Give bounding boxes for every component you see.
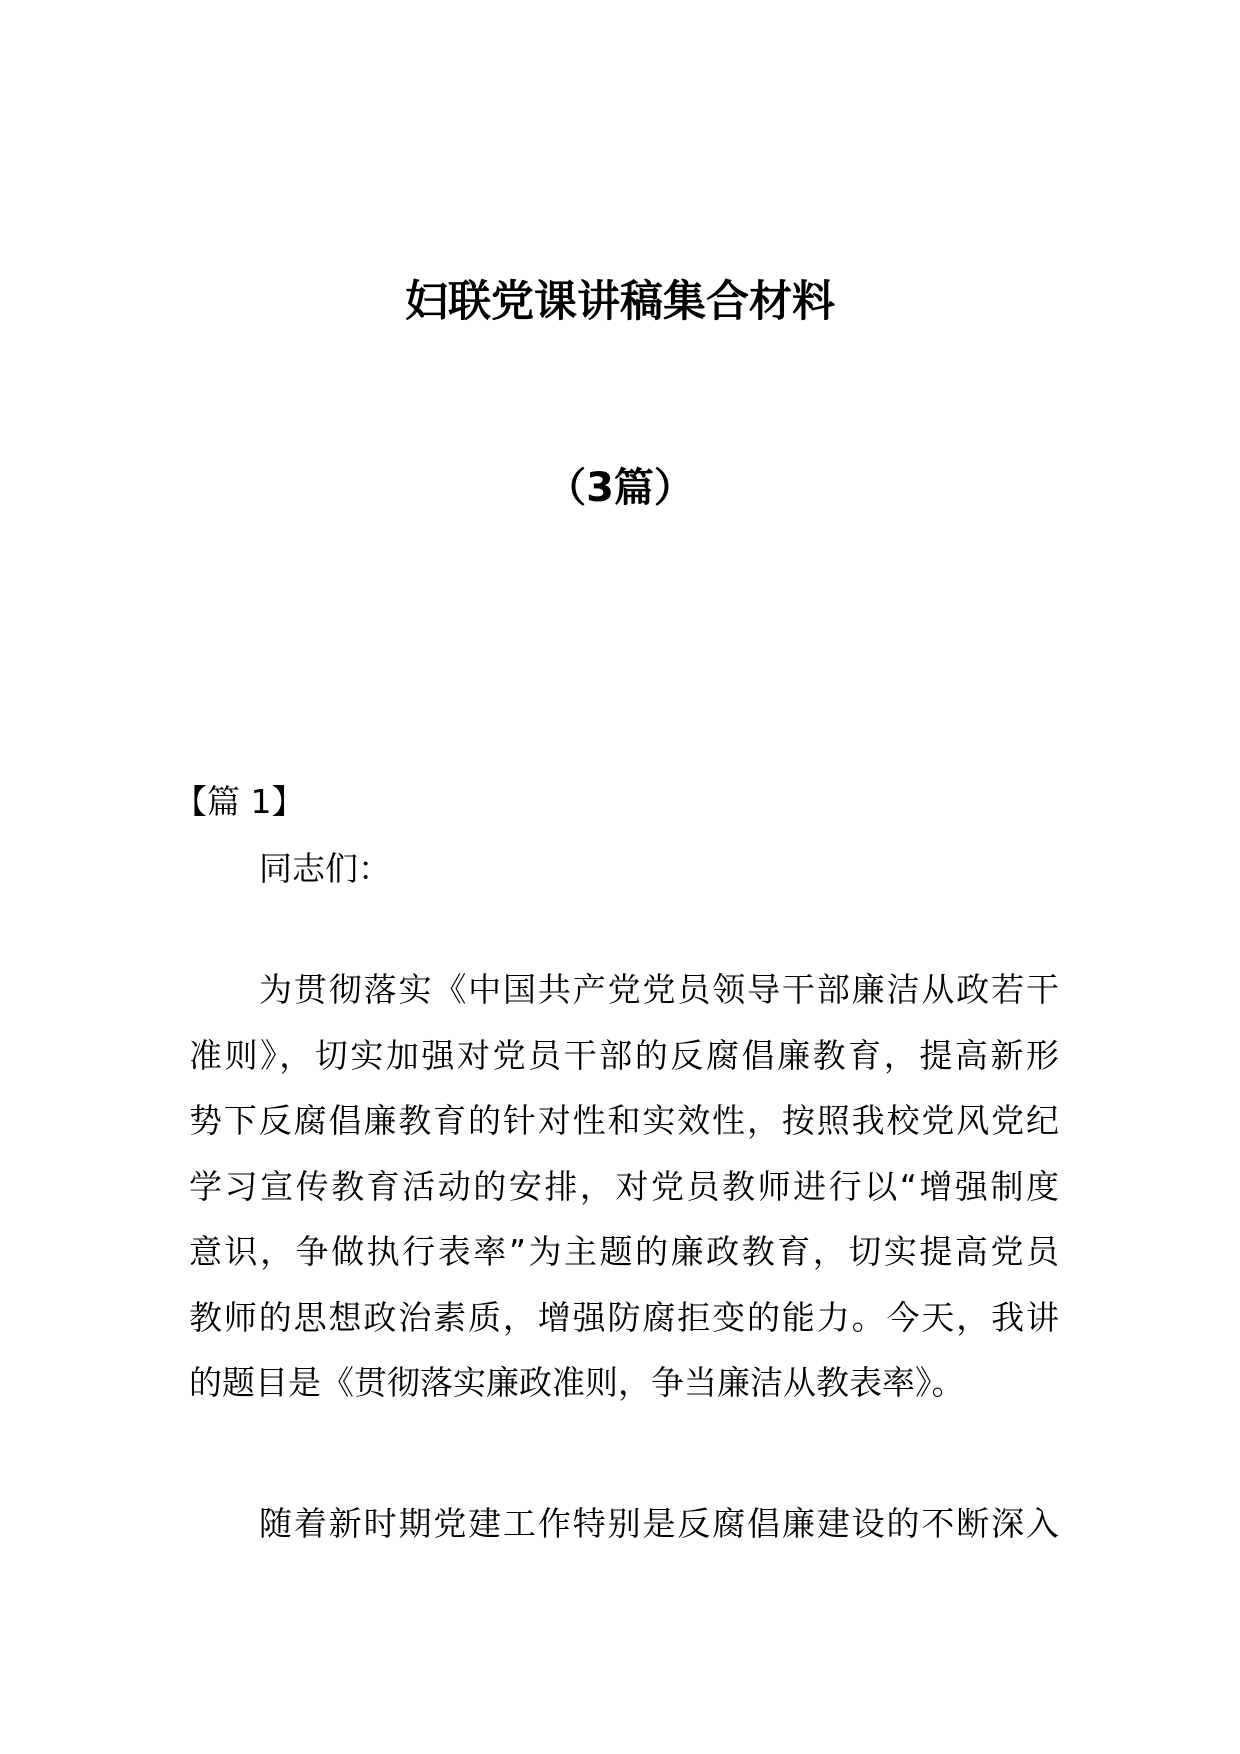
paragraph-line: 意识，争做执行表率”为主题的廉政教育，切实提高党员 <box>189 1232 1059 1271</box>
document-subtitle: （3篇） <box>546 465 694 511</box>
paragraph-line: 为贯彻落实《中国共产党党员领导干部廉洁从政若干 <box>259 970 1059 1009</box>
paragraph-line: 随着新时期党建工作特别是反腐倡廉建设的不断深入 <box>259 1504 1059 1543</box>
paragraph-line: 学习宣传教育活动的安排，对党员教师进行以“增强制度 <box>189 1166 1059 1206</box>
section-label: 【篇 1】 <box>174 782 305 821</box>
paragraph-line: 教师的思想政治素质，增强防腐拒变的能力。今天，我讲 <box>189 1297 1059 1337</box>
paragraph-1 <box>189 966 1059 1425</box>
document-title: 妇联党课讲稿集合材料 <box>405 277 835 327</box>
paragraph-line: 的题目是《贯彻落实廉政准则，争当廉洁从教表率》。 <box>189 1363 965 1402</box>
greeting: 同志们： <box>259 849 391 888</box>
paragraph-2 <box>189 1500 1059 1566</box>
paragraph-line: 准则》，切实加强对党员干部的反腐倡廉教育，提高新形 <box>189 1035 1059 1075</box>
paragraph-line: 势下反腐倡廉教育的针对性和实效性，按照我校党风党纪 <box>189 1101 1059 1140</box>
